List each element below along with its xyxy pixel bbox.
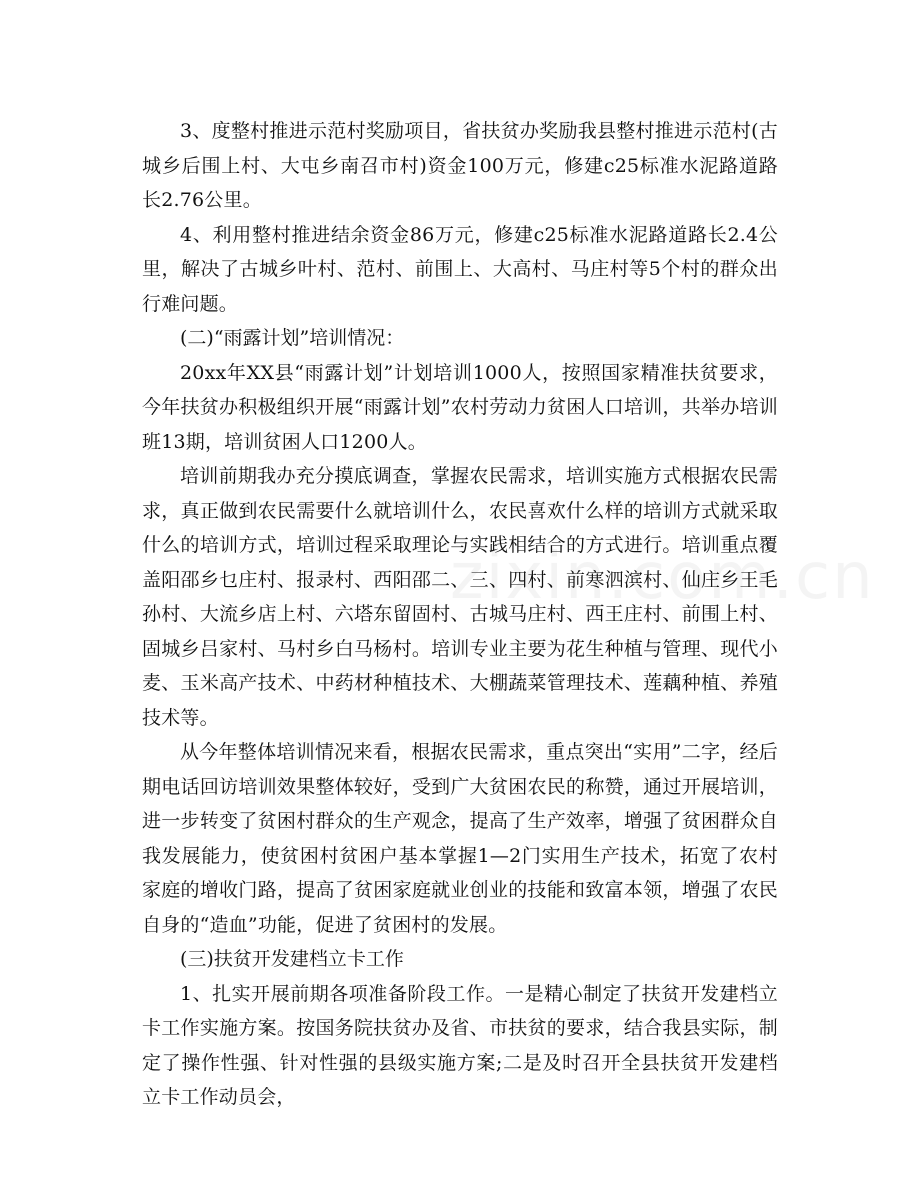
paragraph-training-plan: 20xx年XX县“雨露计划”计划培训1000人，按照国家精准扶贫要求，今年扶贫办积极组织开展“雨露计划”农村劳动力贫困人口培训，共举办培训班13期，培训贫困人口1200人。 — [142, 361, 778, 453]
paragraph-item-4: 4、利用整村推进结余资金86万元，修建c25标准水泥路道路长2.4公里，解决了古城乡叶村、范村、前围上、大高村、马庄村等5个村的群众出行难问题。 — [142, 223, 778, 315]
section-heading-filing: (三)扶贫开发建档立卡工作 — [180, 948, 404, 970]
paragraph-training-method: 培训前期我办充分摸底调查，掌握农民需求，培训实施方式根据农民需求，真正做到农民需要什么就培训什么，农民喜欢什么样的培训方式就采取什么的培训方式，培训过程采取理论与实践相结合的方式进行。培训重点覆盖阳邵乡乜庄村、报录村、西阳邵二、三、四村、前寒泗滨村、仙庄乡王毛孙村、大流乡店上村、六塔东留固村、古城马庄村、西王庄村、前围上村、固城乡吕家村、马村乡白马杨村。培训专业主要为花生种植与管理、现代小麦、玉米高产技术、中药材种植技术、大棚蔬菜管理技术、莲藕种植、养殖技术等。 — [142, 465, 778, 729]
paragraph-item-3: 3、度整村推进示范村奖励项目，省扶贫办奖励我县整村推进示范村(古城乡后围上村、大屯乡南召市村)资金100万元，修建c25标准水泥路道路长2.76公里。 — [142, 120, 778, 211]
document-body — [142, 114, 778, 1115]
section-heading-training: (二)“雨露计划”培训情况： — [180, 327, 405, 349]
paragraph-filing-preparation: 1、扎实开展前期各项准备阶段工作。一是精心制定了扶贫开发建档立卡工作实施方案。按国务院扶贫办及省、市扶贫的要求，结合我县实际，制定了操作性强、针对性强的县级实施方案;二是及时召开全县扶贫开发建档立卡工作动员会， — [142, 982, 778, 1108]
paragraph-training-results: 从今年整体培训情况来看，根据农民需求，重点突出“实用”二字，经后期电话回访培训效果整体较好，受到广大贫困农民的称赞，通过开展培训，进一步转变了贫困村群众的生产观念，提高了生产效率，增强了贫困群众自我发展能力，使贫困村贫困户基本掌握1—2门实用生产技术，拓宽了农村家庭的增收门路，提高了贫困家庭就业创业的技能和致富本领，增强了农民自身的“造血”功能，促进了贫困村的发展。 — [142, 741, 778, 936]
